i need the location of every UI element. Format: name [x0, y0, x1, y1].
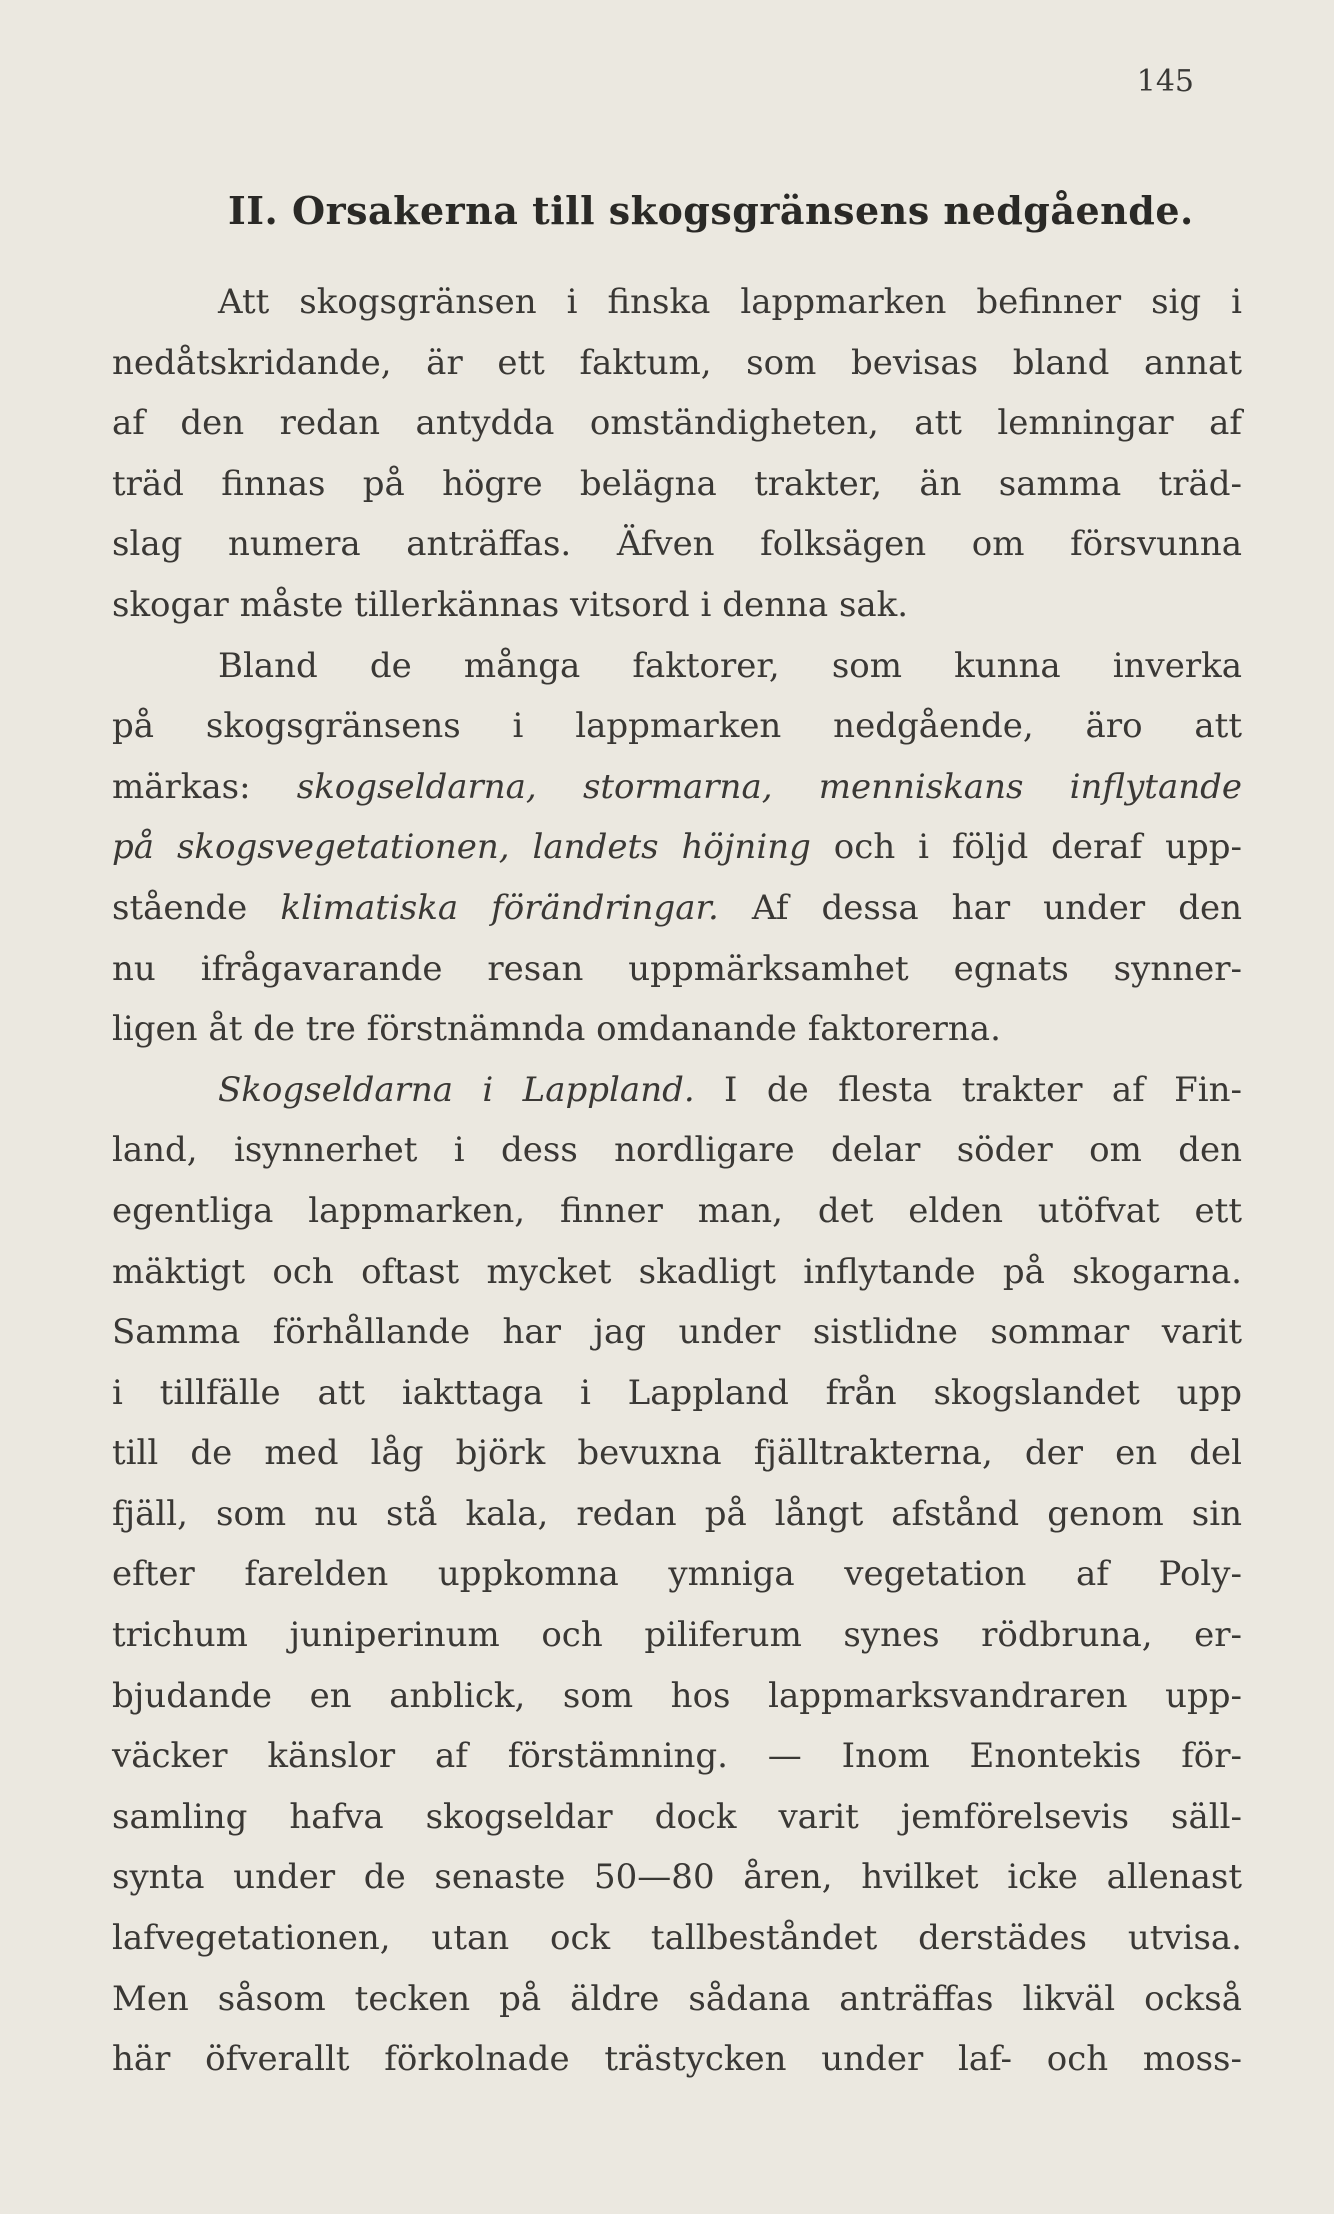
text-line: Samma förhållande har jag under sistlidne sommar varit	[112, 1312, 1242, 1353]
text-line: fjäll, som nu stå kala, redan på långt afstånd genom sin	[112, 1493, 1242, 1534]
text-line: samling hafva skogseldar dock varit jemförelsevis säll-	[112, 1796, 1242, 1837]
section-heading: II. Orsakerna till skogsgränsens nedgående.	[228, 188, 1194, 233]
text-line	[112, 1060, 1242, 1121]
text-line: Men såsom tecken på äldre sådana anträffas likväl också	[112, 1978, 1242, 2019]
text-fragment: Af dessa har under den	[718, 887, 1242, 928]
page-number: 145	[1136, 64, 1194, 99]
text-line	[112, 757, 1242, 818]
text-line	[112, 817, 1242, 878]
italic-term: på skogsvegetationen, landets höjning	[112, 827, 811, 868]
text-line: lafvegetationen, utan ock tallbeståndet derstädes utvisa.	[112, 1918, 1242, 1959]
text-line	[112, 878, 1242, 939]
text-line: trichum juniperinum och piliferum synes rödbruna, er-	[112, 1615, 1242, 1656]
text-line: efter farelden uppkomna ymniga vegetation af Poly-	[112, 1554, 1242, 1595]
text-line: på skogsgränsens i lappmarken nedgående, äro att	[112, 706, 1242, 747]
text-line: väcker känslor af förstämning. — Inom Enontekis för-	[112, 1736, 1242, 1777]
text-fragment: och i följd deraf upp-	[810, 827, 1242, 868]
text-line: i tillfälle att iakttaga i Lappland från skogslandet upp	[112, 1372, 1242, 1413]
body-text	[112, 272, 1242, 2090]
text-line: här öfverallt förkolnade trästycken under laf- och moss-	[112, 2039, 1242, 2080]
italic-subheading: Skogseldarna i Lappland.	[218, 1069, 695, 1110]
text-line: synta under de senaste 50—80 åren, hvilket icke allenast	[112, 1857, 1242, 1898]
text-line: egentliga lappmarken, finner man, det elden utöfvat ett	[112, 1190, 1242, 1231]
text-line: Bland de många faktorer, som kunna inverka	[218, 645, 1242, 686]
text-line: till de med låg björk bevuxna fjälltrakterna, der en del	[112, 1433, 1242, 1474]
italic-term: skogseldarna, stormarna, menniskans inflytande	[296, 766, 1242, 807]
text-line: af den redan antydda omständigheten, att lemningar af	[112, 403, 1242, 444]
text-line: Att skogsgränsen i finska lappmarken befinner sig i	[218, 282, 1242, 322]
text-line: träd finnas på högre belägna trakter, än samma träd-	[112, 463, 1242, 504]
text-line: mäktigt och oftast mycket skadligt inflytande på skogarna.	[112, 1251, 1242, 1292]
text-line: nu ifrågavarande resan uppmärksamhet egnats synner-	[112, 948, 1242, 989]
text-fragment: I de flesta trakter af Fin-	[694, 1069, 1243, 1110]
text-line: ligen åt de tre förstnämnda omdanande faktorerna.	[112, 1009, 1001, 1050]
text-fragment: märkas:	[112, 766, 297, 807]
text-line: skogar måste tillerkännas vitsord i denna sak.	[112, 584, 909, 625]
italic-term: klimatiska förändringar.	[280, 887, 719, 928]
text-line: slag numera anträffas. Äfven folksägen om försvunna	[112, 524, 1242, 565]
text-fragment: stående	[112, 887, 281, 928]
text-line: bjudande en anblick, som hos lappmarksvandraren upp-	[112, 1675, 1242, 1716]
text-line: land, isynnerhet i dess nordligare delar söder om den	[112, 1130, 1242, 1171]
text-line: nedåtskridande, är ett faktum, som bevisas bland annat	[112, 342, 1242, 383]
